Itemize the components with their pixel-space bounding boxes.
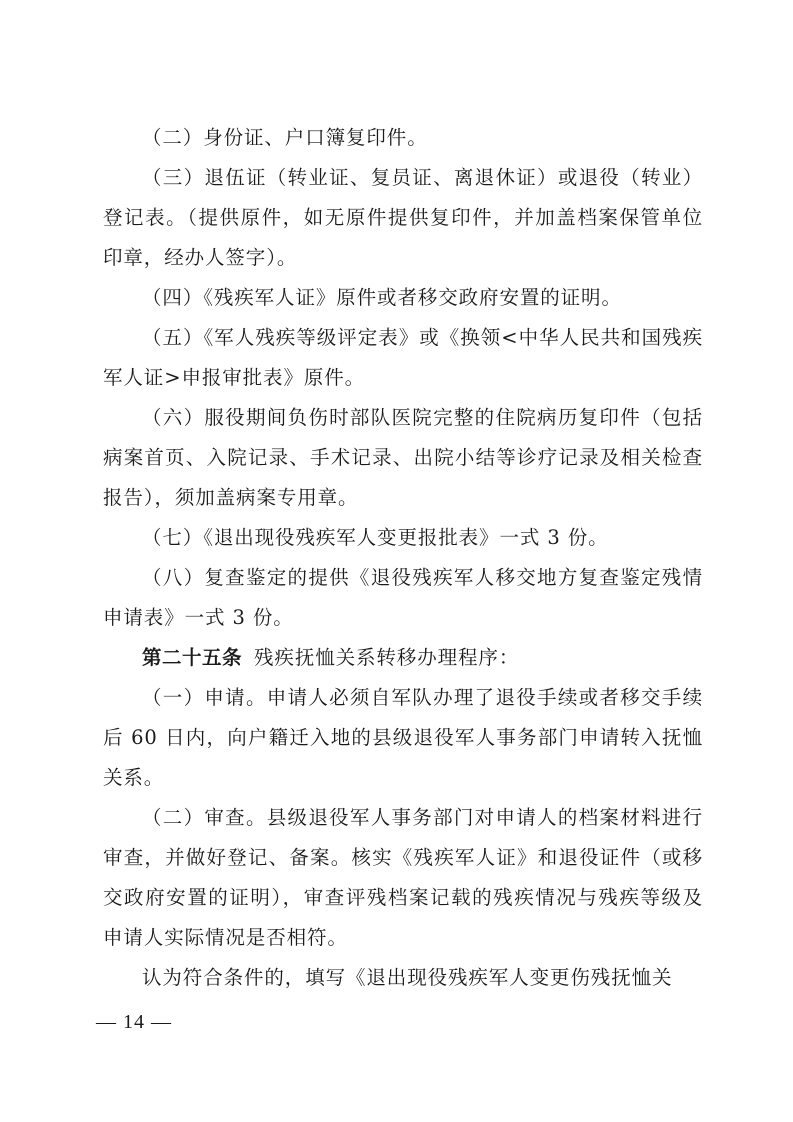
paragraph-medical-records: （六）服役期间负伤时部队医院完整的住院病历复印件（包括病案首页、入院记录、手术记录、出院小结等诊疗记录及相关检查报告），须加盖病案专用章。: [103, 406, 703, 509]
paragraph-id-copies: （二）身份证、户口簿复印件。: [142, 126, 428, 149]
paragraph-disabled-soldier-card: （四）《残疾军人证》原件或者移交政府安置的证明。: [142, 286, 622, 309]
article-25: [103, 638, 703, 678]
paragraph-application-step: （一）申请。申请人必须自军队办理了退役手续或者移交手续后 60 日内，向户籍迁入地的县级退役军人事务部门申请转入抚恤关系。: [103, 686, 703, 789]
paragraph-review-step: （二）审查。县级退役军人事务部门对申请人的档案材料进行审查，并做好登记、备案。核实《残疾军人证》和退役证件（或移交政府安置的证明），审查评残档案记载的残疾情况与残疾等级及申请人实际情况是否相符。: [103, 806, 703, 949]
paragraph-qualified-continuation: 认为符合条件的，填写《退出现役残疾军人变更伤残抚恤关: [142, 966, 673, 989]
paragraph-review-application-form: （八）复查鉴定的提供《退役残疾军人移交地方复查鉴定残情申请表》一式 3 份。: [103, 566, 703, 629]
paragraph-discharge-certificate: （三）退伍证（转业证、复员证、离退休证）或退役（转业）登记表。（提供原件，如无原件提供复印件，并加盖档案保管单位印章，经办人签字）。: [103, 166, 703, 269]
paragraph-change-approval-form: （七）《退出现役残疾军人变更报批表》一式 3 份。: [142, 526, 609, 549]
page-number: — 14 —: [96, 1011, 172, 1033]
document-body: [103, 118, 703, 998]
paragraph-disability-rating-form: （五）《军人残疾等级评定表》或《换领<中华人民共和国残疾军人证>申报审批表》原件。: [103, 326, 703, 389]
article-title: 第二十五条: [142, 646, 243, 669]
article-text: 残疾抚恤关系转移办理程序：: [254, 646, 520, 669]
